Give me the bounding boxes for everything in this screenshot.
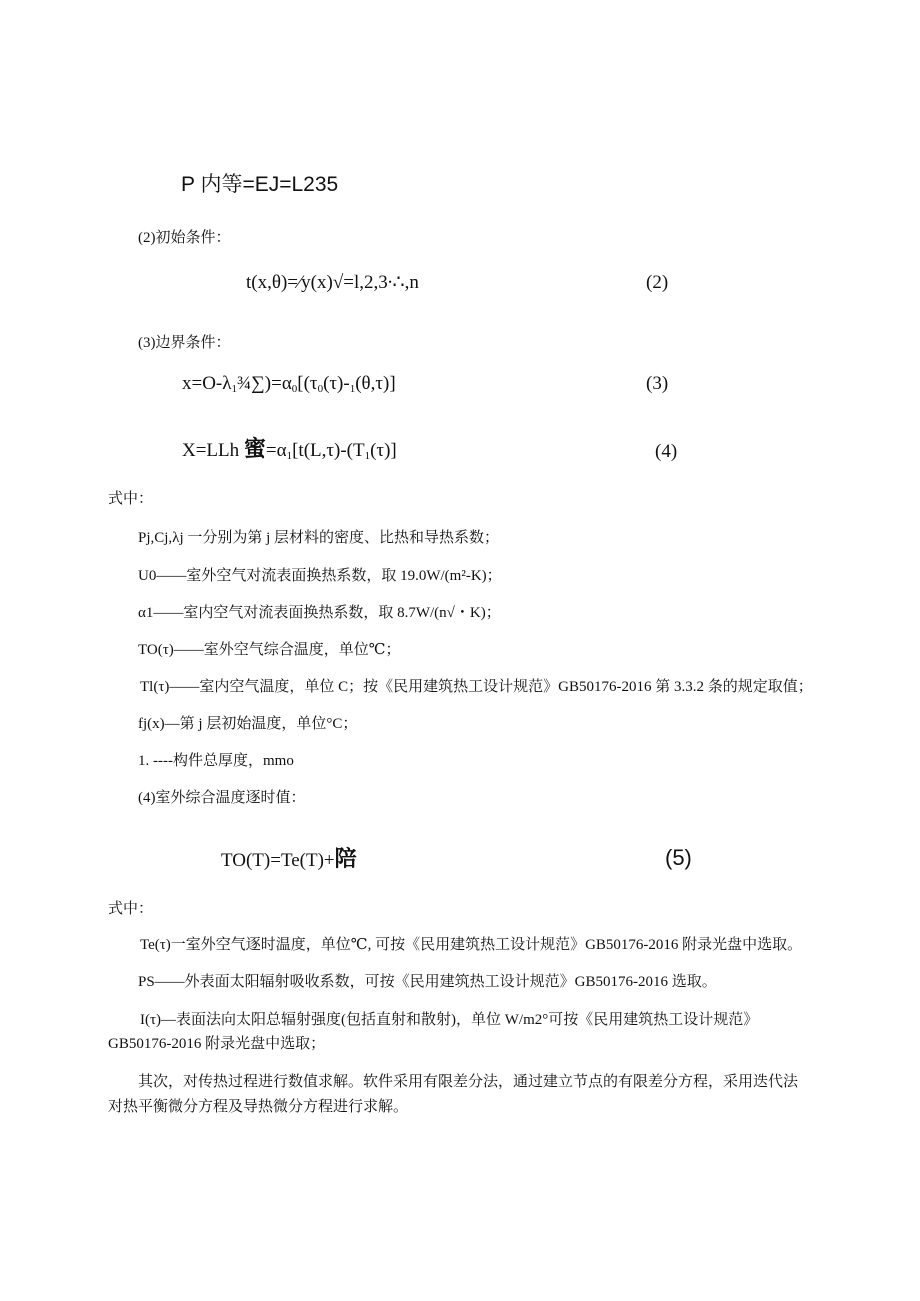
formula-4-part: =α xyxy=(265,440,287,461)
formula-3-part: [(τ xyxy=(297,373,318,394)
formula-3-part: (τ)- xyxy=(323,373,350,394)
equation-number-4: (4) xyxy=(655,441,678,462)
formula-5-part: TO(T)=Te(T)+ xyxy=(221,850,335,871)
definition-item: PS——外表面太阳辐射吸收系数，可按《民用建筑热工设计规范》GB50176-2016 选取。 xyxy=(138,974,717,990)
definition-item: fj(x)—第 j 层初始温度，单位°C； xyxy=(138,716,358,732)
definition-item: Tl(τ)——室内空气温度，单位 C；按《民用建筑热工设计规范》GB50176-2016 第 3.3.2 条的规定取值； xyxy=(140,679,813,695)
formula-3-sub: 1 xyxy=(349,383,356,395)
formula-5-glyph: 陪 xyxy=(334,847,357,872)
formula-4-sub: 1 xyxy=(286,450,293,462)
formula-3-part: (θ,τ)] xyxy=(355,373,396,394)
closing-paragraph-line: 对热平衡微分方程及导热微分方程进行求解。 xyxy=(108,1099,409,1115)
definition-item: GB50176-2016 附录光盘中选取； xyxy=(108,1036,326,1052)
formula-4-sub: 1 xyxy=(364,450,371,462)
heading-outdoor-temperature: (4)室外综合温度逐时值： xyxy=(138,790,306,806)
definition-item: Te(τ)一室外空气逐时温度，单位℃, 可按《民用建筑热工设计规范》GB50176-2016 附录光盘中选取。 xyxy=(140,937,803,953)
equation-number-2: (2) xyxy=(646,272,669,293)
formula-4-part: [t(L,τ)-(T xyxy=(292,440,365,461)
formula-4 xyxy=(182,438,397,463)
formula-3-part: x=O-λ xyxy=(182,373,232,394)
formula-1: P 内等=EJ=L235 xyxy=(181,173,339,196)
formula-3-sub: 1 xyxy=(231,383,237,395)
formula-3-sub: 0 xyxy=(317,383,324,395)
definition-item: TO(τ)——室外空气综合温度，单位℃； xyxy=(138,642,401,658)
formula-5 xyxy=(221,848,357,873)
formula-4-part: X=LLh xyxy=(182,440,244,461)
definition-item: α1——室内空气对流表面换热系数，取 8.7W/(n√・K)； xyxy=(138,605,501,621)
definition-item: I(τ)—表面法向太阳总辐射强度(包括直射和散射)，单位 W/m2°可按《民用建筑热工设计规范》 xyxy=(140,1012,759,1028)
where-label-1: 式中： xyxy=(108,491,154,507)
formula-4-part: (τ)] xyxy=(370,440,397,461)
definition-item: 1. ----构件总厚度，mmo xyxy=(138,753,294,769)
formula-2: t(x,θ)=⁄y(x)√=l,2,3∙∴,n xyxy=(246,272,419,293)
definition-item: U0——室外空气对流表面换热系数，取 19.0W/(m²-K)； xyxy=(138,568,502,584)
formula-3 xyxy=(182,372,396,396)
definition-item: Pj,Cj,λj 一分别为第 j 层材料的密度、比热和导热系数； xyxy=(138,530,500,546)
where-label-2: 式中： xyxy=(108,901,154,917)
closing-paragraph-line: 其次，对传热过程进行数值求解。软件采用有限差分法，通过建立节点的有限差分方程，采用迭代法 xyxy=(138,1074,799,1090)
formula-3-sub: 0 xyxy=(291,383,298,395)
formula-4-glyph: 蜜 xyxy=(243,437,266,462)
heading-initial-condition: (2)初始条件： xyxy=(138,230,231,246)
equation-number-5: (5) xyxy=(665,845,692,870)
equation-number-3: (3) xyxy=(646,373,669,394)
formula-3-part: ¾∑)=α xyxy=(236,373,292,394)
heading-boundary-condition: (3)边界条件： xyxy=(138,335,231,351)
